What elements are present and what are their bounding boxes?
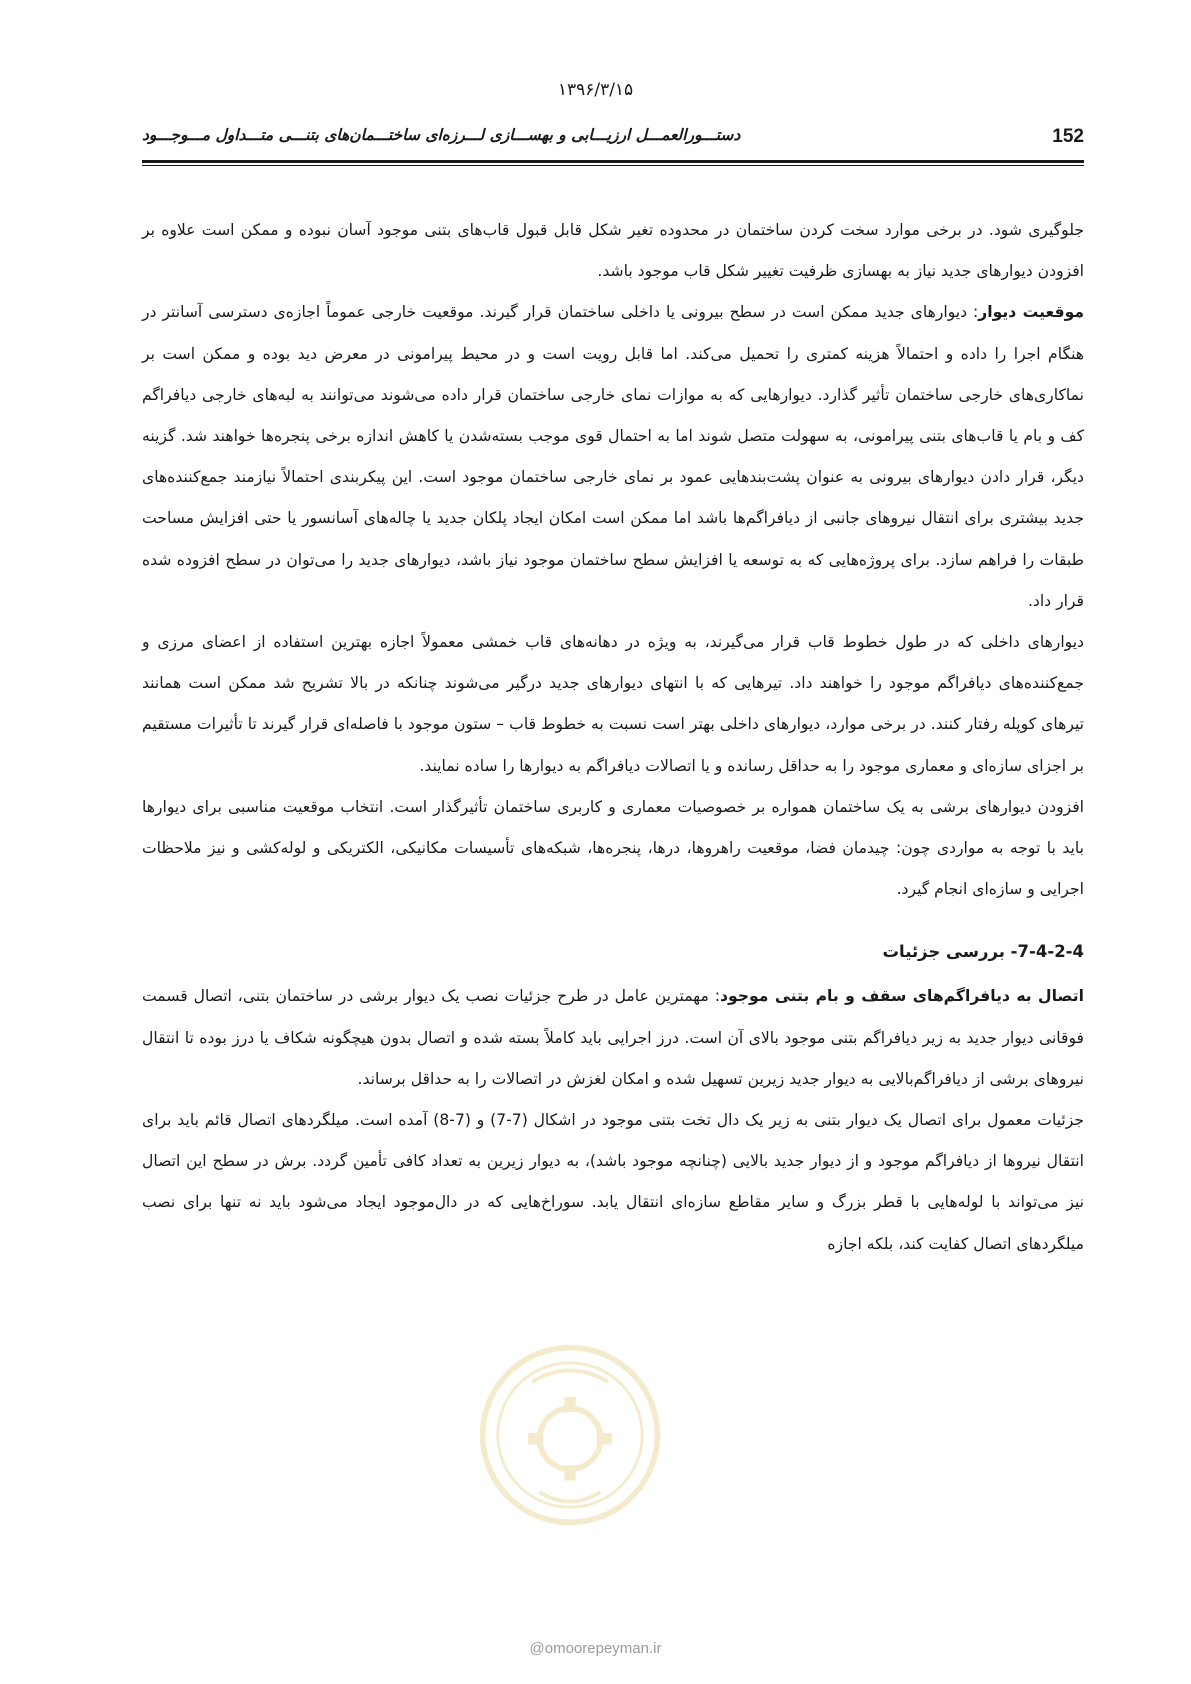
page-header bbox=[142, 126, 1084, 156]
paragraph-wall-location-text: : دیوارهای جدید ممکن است در سطح بیرونی یا داخلی ساختمان قرار گیرند. موقعیت خارجی عموماً اجازه‌ی دسترسی آسانتر در هنگام اجرا را داده و احتمالاً هزینه کمتری را تحمیل می‌کند. اما قابل رویت است و در محیط پیرامونی در معرض دید بوده و ممکن است بر نماکاری‌های خارجی ساختمان تأثیر گذارد. دیوارهایی که به موازات نمای خارجی ساختمان قرار داده می‌شوند می‌توانند به لبه‌های خارجی دیافراگم کف و بام یا قاب‌های بتنی پیرامونی، به سهولت متصل شوند اما به احتمال قوی موجب بسته‌شدن یا کاهش اندازه برخی پنجره‌ها خواهند شد. گزینه دیگر، قرار دادن دیوارهای بیرونی به عنوان پشت‌بندهایی عمود بر نمای خارجی ساختمان موجود است. این پیکربندی احتمالاً نیازمند جمع‌کننده‌های جدید بیشتری برای انتقال نیروهای جانبی از دیافراگم‌ها باشد اما ممکن است امکان ایجاد پلکان جدید یا چاله‌های آسانسور یا حتی افزایش مساحت طبقات را فراهم سازد. برای پروژه‌هایی که به توسعه یا افزایش سطح ساختمان موجود نیاز باشد، دیوارهای جدید را می‌توان در سطح افزوده شده قرار داد. bbox=[142, 303, 1084, 610]
paragraph-interior-walls: دیوارهای داخلی که در طول خطوط قاب قرار می‌گیرند، به ویژه در دهانه‌های قاب خمشی معمولاً اجازه بهترین استفاده از اعضای مرزی و جمع‌کننده‌های دیافراگم موجود را خواهند داد. تیرهایی که با انتهای دیوارهای جدید درگیر می‌شوند چنانکه در بالا تشریح شد ممکن است همانند تیرهای کوپله رفتار کنند. در برخی موارد، دیوارهای داخلی بهتر است نسبت به خطوط قاب – ستون موجود با فاصله‌ای قرار گیرند تا تأثیرات مستقیم بر اجزای سازه‌ای و معماری موجود را به حداقل رسانده و یا اتصالات دیافراگم به دیوارها را ساده نمایند. bbox=[142, 633, 1084, 775]
section-heading: 7-4-2-4- بررسی جزئیات bbox=[882, 942, 1084, 962]
paragraph-wall-location bbox=[142, 292, 1084, 622]
term-diaphragm-connection: اتصال به دیافراگم‌های سقف و بام بتنی موجود bbox=[719, 987, 1084, 1006]
header-rule-thick bbox=[142, 160, 1084, 163]
header-rule-thin bbox=[142, 165, 1084, 166]
watermark-seal-icon bbox=[475, 1340, 665, 1530]
paragraph-diaphragm-connection-text: : مهمترین عامل در طرح جزئیات نصب یک دیوار برشی در ساختمان بتنی، اتصال قسمت فوقانی دیوار جدید به زیر دیافراگم بتنی موجود بالای آن است. درز اجرایی باید کاملاً بسته شده و اتصال بدون هیچگونه شکاف یا درز بوده تا انتقال نیروهای برشی از دیافراگم‌بالایی به دیوار جدید زیرین تسهیل شده و امکان لغزش در اتصالات را به حداقل برساند. bbox=[142, 987, 1084, 1088]
body-text bbox=[142, 210, 1084, 1265]
page-date: ۱۳۹۶/۳/۱۵ bbox=[557, 80, 634, 100]
paragraph-1: جلوگیری شود. در برخی موارد سخت کردن ساختمان در محدوده تغیر شکل قابل قبول قاب‌های بتنی موجود آسان نبوده و ممکن است علاوه بر افزودن دیوارهای جدید نیاز به بهسازی ظرفیت تغییر شکل قاب موجود باشد. bbox=[142, 221, 1084, 281]
page-number: 152 bbox=[1052, 126, 1084, 147]
paragraph-typical-details: جزئیات معمول برای اتصال یک دیوار بتنی به زیر یک دال تخت بتنی موجود در اشکال (7-7) و (7-8) آمده است. میلگردهای اتصال قائم باید برای انتقال نیروها از دیافراگم موجود و از دیوار جدید بالایی (چنانچه موجود باشد)، به دیوار زیرین به تعداد کافی تأمین گردد. برش در سطح این اتصال نیز می‌تواند با لوله‌هایی با قطر بزرگ و سایر مقاطع سازه‌ای انتقال یابد. سوراخ‌هایی که در دال‌موجود ایجاد می‌شود باید نه تنها برای نصب میلگردهای اتصال کفایت کند، بلکه اجازه bbox=[142, 1111, 1084, 1253]
paragraph-diaphragm-connection bbox=[142, 976, 1084, 1100]
paragraph-shear-walls: افزودن دیوارهای برشی به یک ساختمان همواره بر خصوصیات معماری و کاربری ساختمان تأثیرگذار است. انتخاب موقعیت مناسبی برای دیوارها باید با توجه به مواردی چون: چیدمان فضا، موقعیت راهروها، درها، پنجره‌ها، شبکه‌های تأسیسات مکانیکی، الکتریکی و لوله‌کشی و نیز ملاحظات اجرایی و سازه‌ای انجام گیرد. bbox=[142, 797, 1084, 899]
running-title: دستـــورالعمـــل ارزیـــابی و بهســـازی لـــرزه‌ای ساختـــمان‌های بتنـــی متـــداول مـــوجـــود bbox=[142, 126, 741, 144]
footer-site: @omoorepeyman.ir bbox=[529, 1640, 662, 1657]
term-wall-location: موقعیت دیوار bbox=[978, 303, 1084, 322]
